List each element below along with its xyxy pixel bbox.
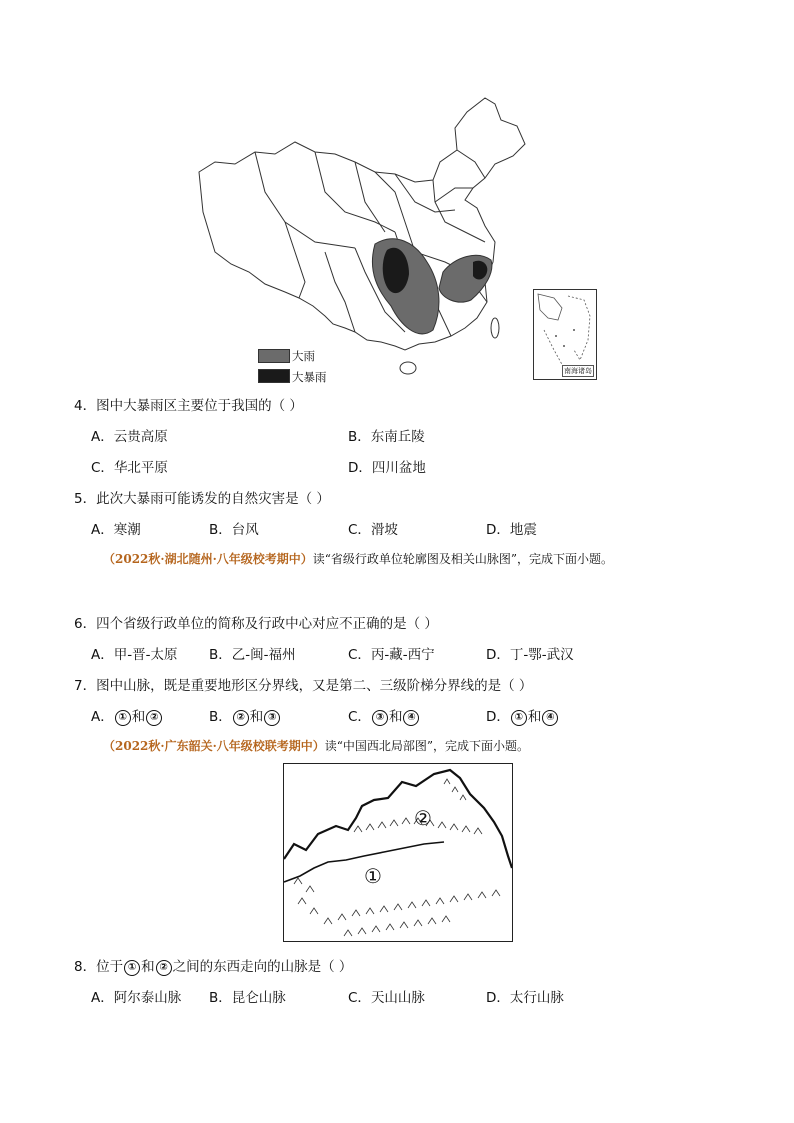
q6-option-a[interactable] [91, 643, 178, 663]
q8-option-d[interactable] [486, 986, 564, 1006]
q8-number: 8． [74, 959, 97, 975]
option-text: 甲-晋-太原 [113, 647, 178, 663]
option-text: 滑坡 [370, 522, 398, 538]
question-4 [74, 394, 303, 414]
south-china-sea-inset [533, 289, 597, 380]
question-5 [74, 487, 330, 507]
option-letter: B． [209, 647, 232, 663]
option-letter: A． [91, 990, 114, 1006]
q4-option-b[interactable] [348, 425, 425, 445]
option-text: 地震 [509, 522, 537, 538]
source-tag: （2022秋·广东韶关·八年级校联考期中） [103, 739, 325, 753]
q6-option-c[interactable] [348, 643, 435, 663]
option-text: 寒潮 [113, 522, 141, 538]
option-text: 乙-闽-福州 [231, 647, 296, 663]
q6-number: 6． [74, 616, 97, 632]
q5-number: 5． [74, 491, 97, 507]
map2-label-1: ① [364, 864, 382, 888]
option-text: 东南丘陵 [370, 429, 425, 445]
inset-label: 南海诸岛 [564, 367, 592, 375]
source-line-1 [103, 550, 613, 567]
source-text: 读“中国西北局部图”，完成下面小题。 [324, 739, 530, 753]
heavy-rain-zone-east [439, 255, 492, 302]
option-letter: A． [91, 429, 114, 445]
q6-text: 四个省级行政单位的简称及行政中心对应不正确的是（ ） [96, 616, 438, 632]
option-letter: C． [348, 990, 371, 1006]
circled-number: ① [124, 960, 140, 976]
q8-option-c[interactable] [348, 986, 425, 1006]
q5-option-d[interactable] [486, 518, 537, 538]
source-text: 读“省级行政单位轮廓图及相关山脉图”，完成下面小题。 [312, 552, 614, 566]
q7-option-d[interactable] [486, 705, 559, 726]
q7-text: 图中山脉，既是重要地形区分界线，又是第二、三级阶梯分界线的是（ ） [96, 678, 533, 694]
q8-text-part: 位于 [96, 959, 124, 975]
circled-number: ③ [372, 710, 388, 726]
circled-number: ② [156, 960, 172, 976]
option-text: 天山山脉 [370, 990, 425, 1006]
q8-text-part: 和 [141, 959, 155, 975]
circled-number: ④ [403, 710, 419, 726]
circled-number: ④ [542, 710, 558, 726]
heavy-rain-zone-west [372, 239, 439, 334]
circled-number: ② [233, 710, 249, 726]
q4-option-d[interactable] [348, 456, 426, 476]
option-letter: A． [91, 522, 114, 538]
northwest-map-svg [284, 764, 512, 941]
option-letter: A． [91, 647, 114, 663]
option-letter: D． [486, 647, 510, 663]
source-tag: （2022秋·湖北随州·八年级校考期中） [103, 552, 313, 566]
legend-rainstorm-swatch [258, 369, 290, 383]
option-letter: C． [348, 522, 371, 538]
option-text: 云贵高原 [113, 429, 168, 445]
legend-rainstorm-label: 大暴雨 [292, 370, 327, 384]
option-letter: D． [486, 522, 510, 538]
question-6 [74, 612, 438, 632]
q4-text: 图中大暴雨区主要位于我国的（ ） [96, 398, 303, 414]
option-letter: B． [209, 990, 232, 1006]
option-text: 和 [131, 709, 146, 725]
q7-option-b[interactable] [209, 705, 281, 726]
circled-number: ① [115, 710, 131, 726]
q7-option-a[interactable] [91, 705, 163, 726]
option-letter: B． [209, 522, 232, 538]
question-8 [74, 955, 352, 976]
option-letter: A． [91, 709, 114, 725]
q5-option-a[interactable] [91, 518, 141, 538]
circled-number: ② [146, 710, 162, 726]
question-7 [74, 674, 532, 694]
q4-option-a[interactable] [91, 425, 168, 445]
option-text: 和 [527, 709, 542, 725]
option-letter: D． [486, 990, 510, 1006]
option-letter: B． [348, 429, 371, 445]
option-text: 丁-鄂-武汉 [509, 647, 574, 663]
circled-number: ③ [264, 710, 280, 726]
map2-label-2: ② [414, 806, 432, 830]
q7-option-c[interactable] [348, 705, 420, 726]
q6-option-d[interactable] [486, 643, 574, 663]
source-line-2 [103, 737, 529, 754]
option-letter: C． [91, 460, 114, 476]
q6-option-b[interactable] [209, 643, 296, 663]
q4-option-c[interactable] [91, 456, 168, 476]
q5-option-c[interactable] [348, 518, 398, 538]
q8-option-b[interactable] [209, 986, 286, 1006]
option-text: 太行山脉 [509, 990, 564, 1006]
option-text: 昆仑山脉 [231, 990, 286, 1006]
legend-heavy-rain-swatch [258, 349, 290, 363]
option-letter: B． [209, 709, 232, 725]
q8-text-part: 之间的东西走向的山脉是（ ） [172, 959, 353, 975]
option-text: 丙-藏-西宁 [370, 647, 435, 663]
option-text: 华北平原 [113, 460, 168, 476]
option-letter: D． [348, 460, 372, 476]
option-text: 和 [388, 709, 403, 725]
option-letter: D． [486, 709, 510, 725]
legend-heavy-rain-label: 大雨 [292, 349, 315, 363]
q5-text: 此次大暴雨可能诱发的自然灾害是（ ） [96, 491, 330, 507]
option-text: 台风 [231, 522, 259, 538]
northwest-china-map [283, 763, 513, 942]
option-letter: C． [348, 709, 371, 725]
option-text: 和 [249, 709, 264, 725]
option-text: 阿尔泰山脉 [113, 990, 182, 1006]
q5-option-b[interactable] [209, 518, 259, 538]
option-letter: C． [348, 647, 371, 663]
option-text: 四川盆地 [371, 460, 426, 476]
circled-number: ① [511, 710, 527, 726]
q8-option-a[interactable] [91, 986, 181, 1006]
q7-number: 7． [74, 678, 97, 694]
q4-number: 4． [74, 398, 97, 414]
